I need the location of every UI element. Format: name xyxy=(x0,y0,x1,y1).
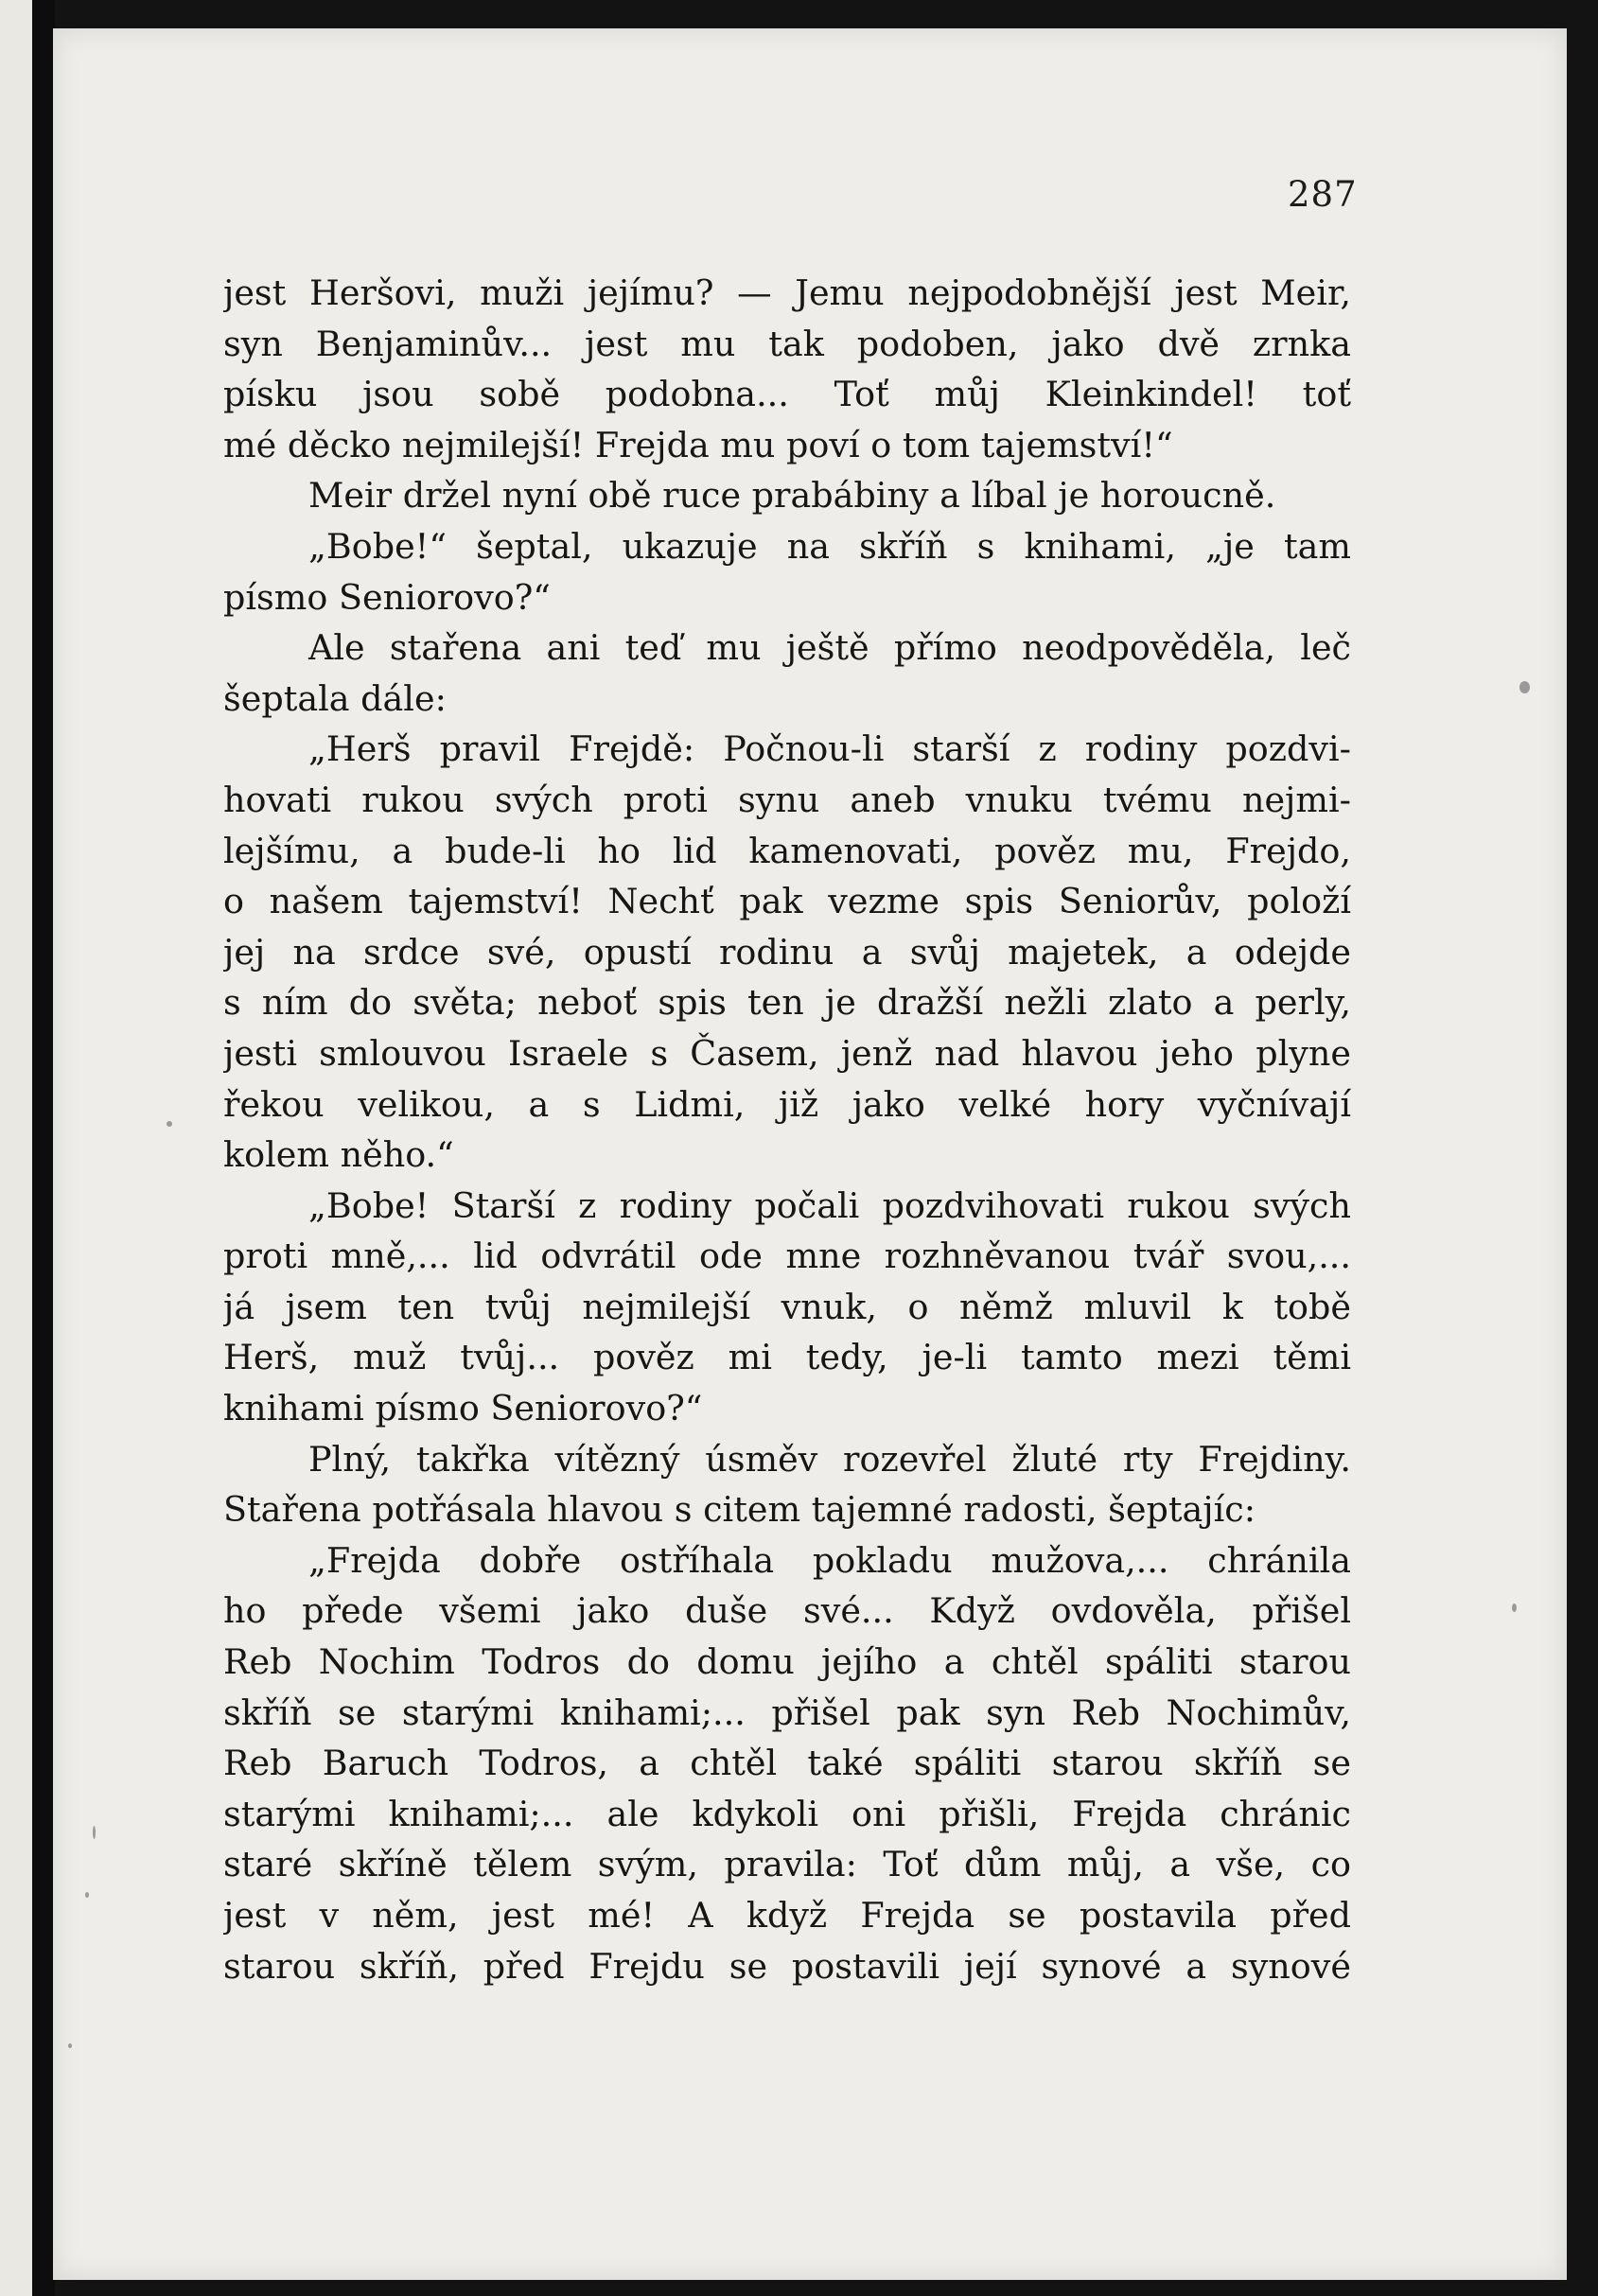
page-speck xyxy=(68,2043,72,2048)
text-line: písku jsou sobě podobna... Toť můj Kleinkindel! toť xyxy=(223,374,1351,415)
text-line: knihami písmo Seniorovo?“ xyxy=(223,1388,703,1429)
text-line: písmo Seniorovo?“ xyxy=(223,576,551,618)
text-line: Herš, muž tvůj... pověz mi tedy, je-li tamto mezi těmi xyxy=(223,1337,1351,1378)
page-speck xyxy=(93,1826,96,1839)
adjacent-page-edge xyxy=(0,0,32,2296)
text-line: starou skříň, před Frejdu se postavili její synové a synové xyxy=(223,1945,1351,1987)
text-line: staré skříně tělem svým, pravila: Toť dům můj, a vše, co xyxy=(223,1844,1351,1885)
book-page xyxy=(53,28,1567,2280)
text-line: já jsem ten tvůj nejmilejší vnuk, o němž mluvil k tobě xyxy=(223,1286,1351,1327)
text-line: Ale stařena ani teď mu ještě přímo neodpověděla, leč xyxy=(308,627,1351,669)
text-line: mé děcko nejmilejší! Frejda mu poví o tom tajemství!“ xyxy=(223,424,1173,465)
text-line: ho přede všemi jako duše své... Když ovdověla, přišel xyxy=(223,1590,1351,1632)
text-line: Meir držel nyní obě ruce prabábiny a líbal je horoucně. xyxy=(308,475,1276,517)
text-line: o našem tajemství! Nechť pak vezme spis Seniorův, položí xyxy=(223,881,1351,922)
text-line: starými knihami;... ale kdykoli oni přišli, Frejda chránic xyxy=(223,1793,1351,1834)
text-line: syn Benjaminův... jest mu tak podoben, jako dvě zrnka xyxy=(223,323,1351,364)
text-line: „Bobe! Starší z rodiny počali pozdvihovati rukou svých xyxy=(308,1184,1351,1226)
text-line: skříň se starými knihami;... přišel pak syn Reb Nochimův, xyxy=(223,1691,1351,1733)
page-speck xyxy=(167,1121,172,1127)
text-line: řekou velikou, a s Lidmi, již jako velké hory vyčnívají xyxy=(223,1083,1351,1125)
text-line: Plný, takřka vítězný úsměv rozevřel žluté rty Frejdiny. xyxy=(308,1438,1351,1480)
page-number: 287 xyxy=(1288,174,1358,215)
text-line: Reb Nochim Todros do domu jejího a chtěl spáliti starou xyxy=(223,1641,1351,1683)
book-gutter xyxy=(32,0,55,2296)
text-line: hovati rukou svých proti synu aneb vnuku tvému nejmi- xyxy=(223,779,1351,820)
text-line: lejšímu, a bude-li ho lid kamenovati, pověz mu, Frejdo, xyxy=(223,830,1351,871)
text-line: jesti smlouvou Israele s Časem, jenž nad hlavou jeho plyne xyxy=(223,1032,1351,1074)
page-speck xyxy=(85,1892,89,1898)
text-line: Stařena potřásala hlavou s citem tajemné radosti, šeptajíc: xyxy=(223,1489,1256,1531)
text-line: jest v něm, jest mé! A když Frejda se postavila před xyxy=(223,1895,1351,1936)
text-line: Reb Baruch Todros, a chtěl také spáliti starou skříň se xyxy=(223,1743,1351,1784)
text-line: „Herš pravil Frejdě: Počnou-li starší z rodiny pozdvi- xyxy=(308,728,1351,770)
text-line: „Bobe!“ šeptal, ukazuje na skříň s knihami, „je tam xyxy=(308,525,1351,567)
text-line: jej na srdce své, opustí rodinu a svůj majetek, a odejde xyxy=(223,931,1351,973)
text-line: „Frejda dobře ostříhala pokladu mužova,... chránila xyxy=(308,1539,1351,1581)
page-speck xyxy=(1519,681,1530,693)
text-line: proti mně,... lid odvrátil ode mne rozhněvanou tvář svou,... xyxy=(223,1236,1351,1277)
body-text xyxy=(223,268,1351,1991)
text-line: šeptala dále: xyxy=(223,677,447,719)
text-line: kolem něho.“ xyxy=(223,1134,454,1176)
text-line: s ním do světa; neboť spis ten je dražší nežli zlato a perly, xyxy=(223,982,1351,1024)
text-line: jest Heršovi, muži jejímu? — Jemu nejpodobnější jest Meir, xyxy=(223,272,1351,313)
page-speck xyxy=(1512,1604,1517,1612)
